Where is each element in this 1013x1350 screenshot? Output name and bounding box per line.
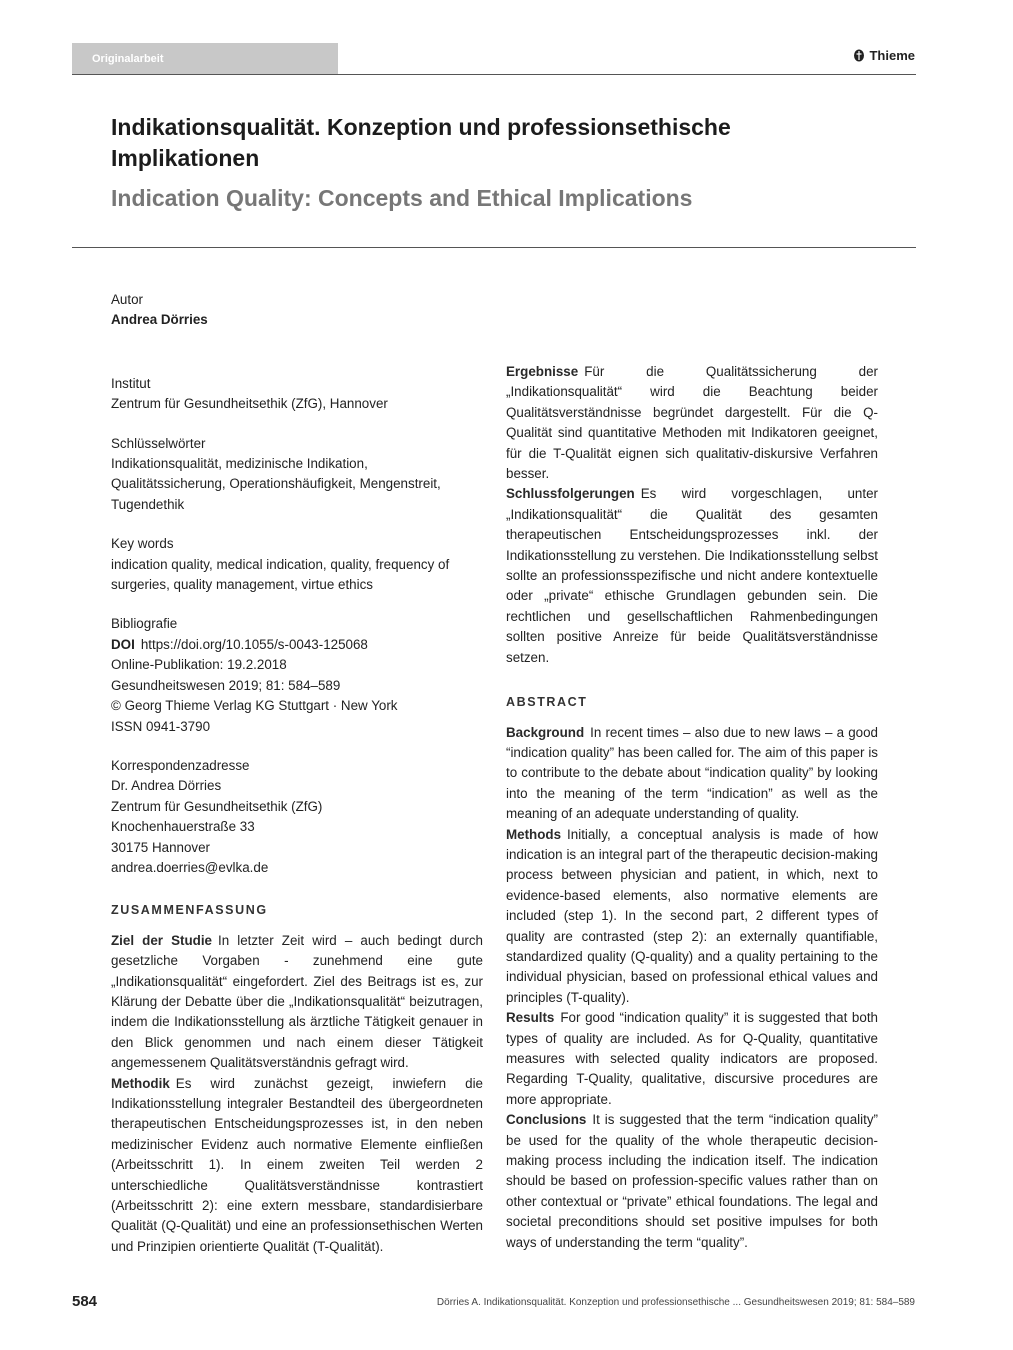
- keywords-de-value: Indikationsqualität, medizinische Indikation, Qualitätssicherung, Operationshäufigkeit, Mengenstreit, Tugendethik: [111, 456, 441, 512]
- correspondence-name: Dr. Andrea Dörries: [111, 778, 222, 794]
- schluss-paragraph: [506, 484, 878, 668]
- keywords-de-block: [111, 434, 483, 516]
- ergebnisse-label: Ergebnisse: [506, 364, 579, 379]
- results-label: Results: [506, 1010, 555, 1026]
- header-rule: [72, 74, 916, 75]
- background-paragraph: [506, 723, 878, 825]
- results-text: For good “indication quality” it is suggested that both types of quality are included. As for Q-Quality, quantitative measures with selected quality indicators are proposed. Regarding T-Quality, qualitative, discursive procedures are more appropriate.: [506, 1010, 878, 1107]
- ziel-label: Ziel der Studie: [111, 932, 212, 948]
- keywords-en-value: indication quality, medical indication, quality, frequency of surgeries, quality management, virtue ethics: [111, 556, 450, 593]
- right-column: [506, 362, 878, 1253]
- zusammenfassung-heading: ZUSAMMENFASSUNG: [111, 903, 268, 918]
- doi-link[interactable]: https://doi.org/10.1055/s-0043-125068: [140, 636, 368, 652]
- correspondence-email[interactable]: andrea.doerries@evlka.de: [111, 859, 269, 875]
- methodik-paragraph: [111, 1074, 483, 1258]
- conclusions-text: It is suggested that the term “indication quality” be used for the quality of the whole therapeutic decision-making process including the indication itself. The indication should be based on profession-specific values rather than on other contextual or “private” ethical foundations. The legal and societal preconditions should set positive impulses for both ways of understanding the term “quality”.: [506, 1112, 878, 1250]
- doi-label: DOI: [111, 636, 135, 652]
- keywords-en-label: Key words: [111, 536, 174, 552]
- methodik-text: Es wird zunächst gezeigt, inwiefern die Indikationsstellung integraler Bestandteil des übergeordneten therapeutischen Entscheidungsprozesses ist, in den neben medizinischer Evidenz auch normative Elemente einfließen (Arbeitsschritt 1). In einem zweiten Teil werden 2 unterschiedliche Qualitätsverständnisse kontrastiert (Arbeitsschritt 2): eine extern messbare, standardisierbare Qualität (Q-Qualität) und eine an professionsethischen Werten und Prinzipien orientierte Qualität (T-Qualität).: [111, 1075, 483, 1254]
- schluss-label: Schlussfolgerungen: [506, 486, 635, 502]
- results-paragraph: [506, 1008, 878, 1110]
- footer-citation: Dörries A. Indikationsqualität. Konzeption und professionsethische ... Gesundheitswesen 2019; 81: 584–589: [436, 1297, 915, 1308]
- page-number: 584: [72, 1293, 98, 1310]
- keywords-en-block: [111, 534, 483, 595]
- ziel-paragraph: [111, 931, 483, 1074]
- keywords-de-label: Schlüsselwörter: [111, 435, 206, 451]
- thieme-logo-icon: [853, 49, 865, 62]
- institute-value: Zentrum für Gesundheitsethik (ZfG), Hannover: [111, 396, 388, 412]
- journal-citation: Gesundheitswesen 2019; 81: 584–589: [111, 677, 341, 693]
- ergebnisse-paragraph: [506, 362, 878, 484]
- ziel-text: In letzter Zeit wird – auch bedingt durch gesetzliche Vorgaben - zunehmend eine gute „Indikationsqualität“ eingefordert. Ziel des Beitrags ist es, zur Klärung der Debatte über die „Indikationsqualität“ beizutragen, indem die Indikationsstellung als ärztliche Tätigkeit genauer in den Blick genommen und nach einem dieser Tätigkeit angemessenem Qualitätsverständnis gefragt wird.: [111, 932, 484, 1071]
- title-rule: [72, 247, 916, 248]
- section-label: Originalarbeit: [72, 43, 338, 75]
- author-label: Autor: [111, 292, 144, 307]
- ergebnisse-text: Für die Qualitätssicherung der „Indikationsqualität“ wird die Beachtung beider Qualitätsverständnisse begründet dargestellt. Für die Q-Qualität sind quantitative Methoden mit Indikatoren geeignet, für die T-Qualität eignen sich qualitativ-diskursive Verfahren besser.: [506, 364, 878, 482]
- title-english: Indication Quality: Concepts and Ethical Implications: [111, 185, 693, 211]
- doi-line: [111, 635, 483, 655]
- conclusions-label: Conclusions: [506, 1112, 587, 1128]
- methods-paragraph: [506, 825, 878, 1009]
- issn: ISSN 0941-3790: [111, 718, 211, 734]
- background-text: In recent times – also due to new laws – a good “indication quality” has been called for. The aim of this paper is to contribute to the debate about “indication quality” by looking into the meaning of the term “indication” as well as the meaning of an adequate understanding of quality.: [506, 724, 878, 822]
- bibliography-label: Bibliografie: [111, 616, 178, 632]
- schluss-text: Es wird vorgeschlagen, unter „Indikationsqualität“ die Qualität des gesamten therapeutischen Entscheidungsprozesses inkl. der Indikationsstellung zu verstehen. Die Indikationsstellung selbst sollte an professionsspezifische und nicht andere kontextuelle oder „private“ ethische Grundlagen gebunden sein. Die rechtlichen und gesellschaftlichen Rahmenbedingungen sollten positive Anreize für beide Qualitätsverständnisse setzen.: [506, 486, 878, 665]
- copyright: © Georg Thieme Verlag KG Stuttgart · New York: [111, 698, 398, 714]
- correspondence-city: 30175 Hannover: [111, 839, 211, 855]
- online-publication: Online-Publikation: 19.2.2018: [111, 657, 287, 673]
- conclusions-paragraph: [506, 1110, 878, 1253]
- bibliography-block: [111, 614, 483, 736]
- correspondence-org: Zentrum für Gesundheitsethik (ZfG): [111, 798, 323, 814]
- abstract-heading: ABSTRACT: [506, 695, 588, 710]
- correspondence-block: [111, 756, 483, 878]
- publisher-name: Thieme: [869, 48, 915, 63]
- methods-label: Methods: [506, 826, 562, 842]
- institute-block: [111, 374, 483, 415]
- publisher-logo: [853, 48, 915, 63]
- correspondence-label: Korrespondenzadresse: [111, 757, 250, 773]
- institute-label: Institut: [111, 375, 151, 391]
- correspondence-street: Knochenhauerstraße 33: [111, 819, 255, 835]
- title-german: Indikationsqualität. Konzeption und professionsethische Implikationen: [111, 114, 731, 171]
- background-label: Background: [506, 724, 585, 740]
- author-name: Andrea Dörries: [111, 312, 208, 328]
- left-column: [111, 290, 483, 1257]
- methodik-label: Methodik: [111, 1075, 170, 1091]
- author-block: [111, 290, 483, 331]
- methods-text: Initially, a conceptual analysis is made of how indication is an integral part of the therapeutic decision-making process between physician and patient, in which, next to evidence-based elements, also normative elements are included (step 1). In the second part, 2 different types of quality are contrasted (step 2): an externally quantifiable, standardized quality (Q-quality) and a quality pertaining to the individual physician, based on professional ethical values and principles (T-quality).: [506, 826, 878, 1005]
